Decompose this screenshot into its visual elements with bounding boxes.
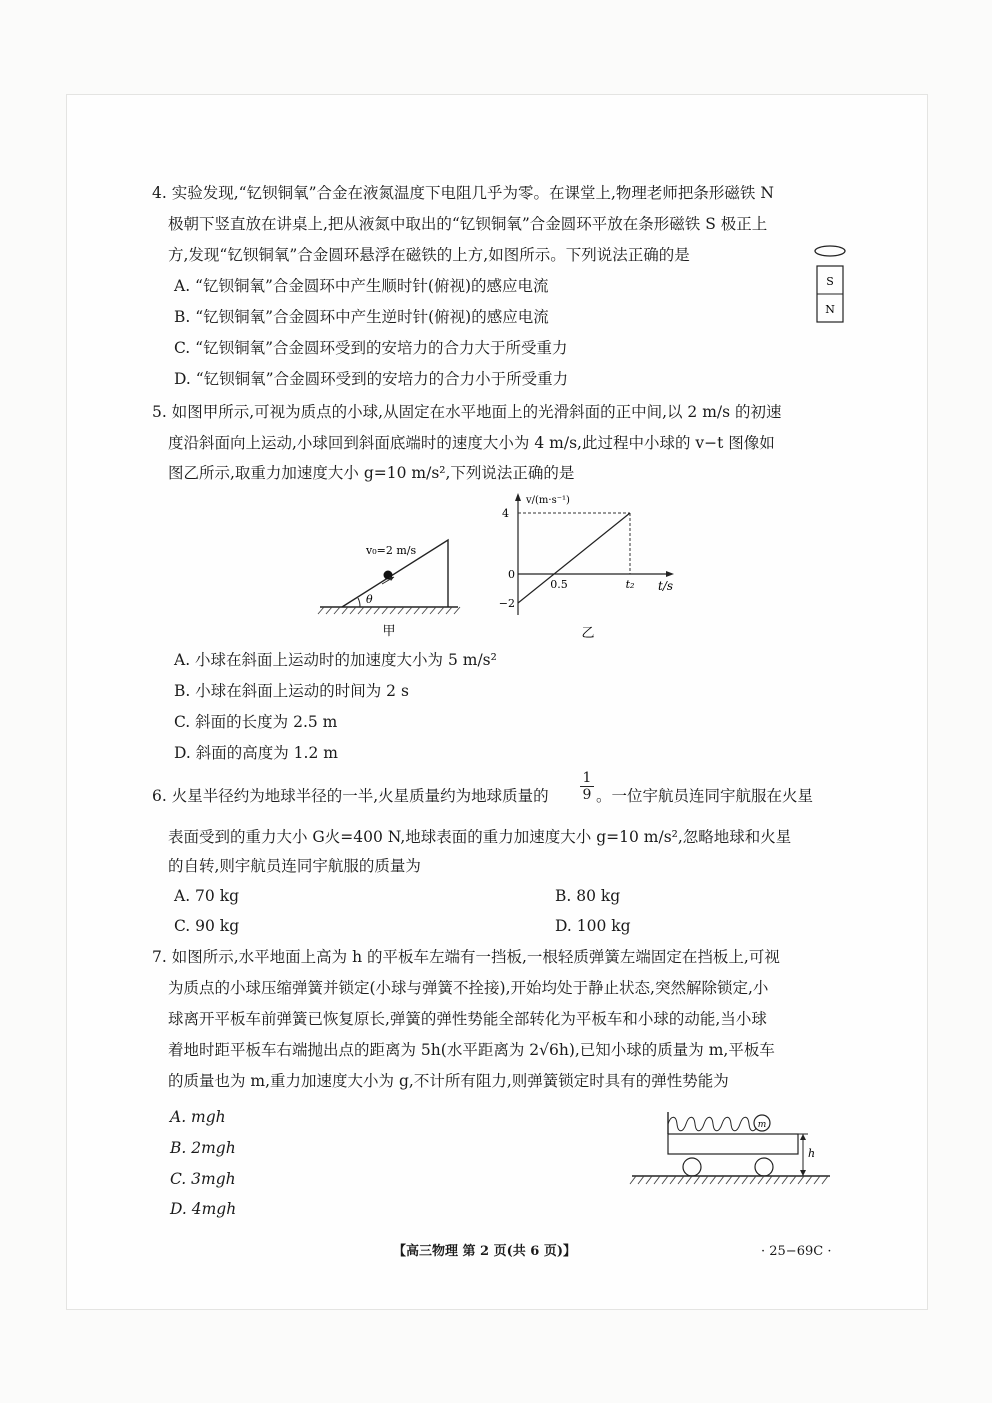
tick-minus-2: −2 (498, 597, 515, 610)
q4-line-3: 方,发现“钇钡铜氧”合金圆环悬浮在磁铁的上方,如图所示。下列说法正确的是 (168, 246, 690, 264)
q5-line-2: 度沿斜面向上运动,小球回到斜面底端时的速度大小为 4 m/s,此过程中小球的 v−t 图像如 (168, 434, 775, 452)
q4-option-a: A. “钇钡铜氧”合金圆环中产生顺时针(俯视)的感应电流 (174, 277, 549, 295)
tick-4: 4 (502, 507, 509, 520)
q5-option-d: D. 斜面的高度为 1.2 m (174, 744, 338, 762)
q4-option-d: D. “钇钡铜氧”合金圆环受到的安培力的合力小于所受重力 (174, 370, 569, 388)
q6-option-d: D. 100 kg (555, 917, 631, 935)
q6-fraction (580, 770, 594, 803)
fig-jia-caption: 甲 (382, 624, 396, 639)
q7-line-1: 7. 如图所示,水平地面上高为 h 的平板车左端有一挡板,一根轻质弹簧左端固定在挡板上,可视 (152, 948, 780, 966)
fig-jia-incline (316, 528, 466, 644)
q5-line-3: 图乙所示,取重力加速度大小 g=10 m/s²,下列说法正确的是 (168, 464, 575, 482)
q6-option-a: A. 70 kg (174, 887, 240, 905)
q6-line-1b: 。一位宇航员连同宇航服在火星 (596, 787, 814, 805)
q4-magnet-figure (808, 240, 854, 326)
q6-line-2: 表面受到的重力大小 G火=400 N,地球表面的重力加速度大小 g=10 m/s²,忽略地球和火星 (168, 828, 792, 846)
q4-option-c: C. “钇钡铜氧”合金圆环受到的安培力的合力大于所受重力 (174, 339, 568, 357)
q4-line-1: 4. 实验发现,“钇钡铜氧”合金在液氮温度下电阻几乎为零。在课堂上,物理老师把条形磁铁 N (152, 184, 774, 202)
mass-label: m (757, 1120, 767, 1130)
wheel-left (683, 1158, 701, 1176)
q4-option-b: B. “钇钡铜氧”合金圆环中产生逆时针(俯视)的感应电流 (174, 308, 549, 326)
q6-line-1a: 6. 火星半径约为地球半径的一半,火星质量约为地球质量的 (152, 787, 549, 805)
wheel-right (755, 1158, 773, 1176)
cart-body (668, 1134, 798, 1154)
q6-option-b: B. 80 kg (555, 887, 621, 905)
t-axis-label: t/s (658, 579, 674, 593)
tick-0: 0 (508, 568, 515, 581)
q7-cart-figure (628, 1104, 834, 1196)
alloy-ring (815, 246, 845, 256)
fraction-denominator: 9 (580, 786, 594, 803)
q7-option-c: C. 3mgh (170, 1170, 236, 1188)
q5-line-1: 5. 如图甲所示,可视为质点的小球,从固定在水平地面上的光滑斜面的正中间,以 2 m/s 的初速 (152, 403, 782, 421)
q5-option-b: B. 小球在斜面上运动的时间为 2 s (174, 682, 409, 700)
q6-option-c: C. 90 kg (174, 917, 240, 935)
q6-line-3: 的自转,则宇航员连同宇航服的质量为 (168, 857, 421, 875)
page-footer: 【高三物理 第 2 页(共 6 页)】 (393, 1244, 577, 1259)
tick-t2: t₂ (625, 578, 635, 591)
theta-label: θ (366, 593, 373, 606)
magnet-s-label: S (826, 275, 834, 288)
q5-option-a: A. 小球在斜面上运动时的加速度大小为 5 m/s² (174, 651, 497, 669)
q7-line-2: 为质点的小球压缩弹簧并锁定(小球与弹簧不拴接),开始均处于静止状态,突然解除锁定,小 (168, 979, 769, 997)
v0-label: v₀=2 m/s (366, 544, 417, 557)
vt-line (518, 513, 630, 603)
fraction-numerator: 1 (582, 770, 592, 786)
q7-option-d: D. 4mgh (170, 1200, 237, 1218)
q7-line-5: 的质量也为 m,重力加速度大小为 g,不计所有阻力,则弹簧锁定时具有的弹性势能为 (168, 1072, 729, 1090)
q4-line-2: 极朝下竖直放在讲桌上,把从液氮中取出的“钇钡铜氧”合金圆环平放在条形磁铁 S 极正上 (168, 215, 768, 233)
v-axis-label: v/(m·s⁻¹) (526, 495, 570, 506)
q5-option-c: C. 斜面的长度为 2.5 m (174, 713, 338, 731)
tick-0-5: 0.5 (550, 578, 568, 591)
q7-option-b: B. 2mgh (170, 1139, 236, 1157)
fig-yi-vt-graph (496, 490, 692, 646)
height-label: h (808, 1147, 816, 1160)
q7-line-4: 着地时距平板车右端抛出点的距离为 5h(水平距离为 2√6h),已知小球的质量为 m,平板车 (168, 1041, 775, 1059)
fig-yi-caption: 乙 (581, 626, 595, 641)
spring (668, 1117, 767, 1131)
magnet-n-label: N (825, 303, 835, 316)
q7-line-3: 球离开平板车前弹簧已恢复原长,弹簧的弹性势能全部转化为平板车和小球的动能,当小球 (168, 1010, 767, 1028)
exam-code: · 25−69C · (761, 1244, 832, 1259)
q7-option-a: A. mgh (170, 1108, 226, 1126)
